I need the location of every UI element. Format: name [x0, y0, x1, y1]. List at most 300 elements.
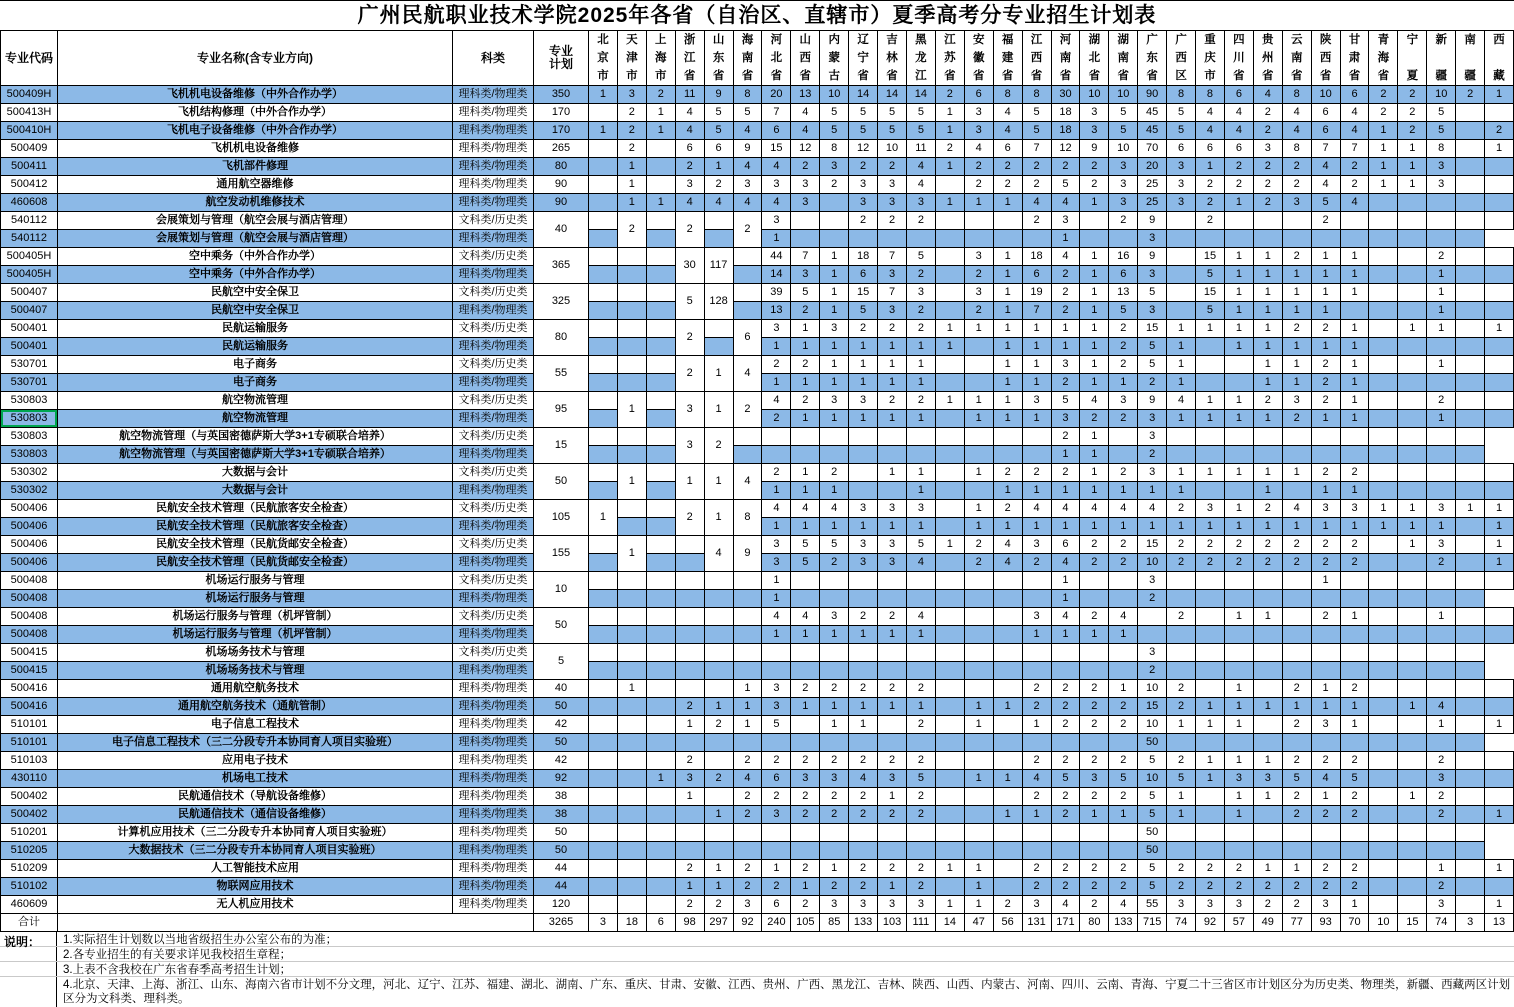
province-plan-cell[interactable]: 2 — [906, 752, 935, 770]
province-plan-cell[interactable]: 45 — [1138, 104, 1167, 122]
province-plan-cell[interactable] — [1022, 734, 1051, 752]
province-plan-cell[interactable] — [1398, 302, 1427, 320]
province-plan-cell[interactable] — [964, 680, 993, 698]
province-plan-cell[interactable]: 1 — [993, 194, 1022, 212]
province-plan-cell[interactable] — [617, 698, 646, 716]
province-plan-cell[interactable]: 2 — [791, 392, 820, 410]
province-plan-cell[interactable] — [1485, 608, 1514, 626]
province-plan-cell[interactable]: 2 — [762, 464, 791, 482]
province-plan-cell[interactable]: 2 — [1340, 806, 1369, 824]
major-code-cell[interactable]: 530302 — [1, 464, 58, 482]
province-plan-cell[interactable]: 2 — [1282, 554, 1311, 572]
major-code-cell[interactable]: 540112 — [1, 230, 58, 248]
province-plan-cell[interactable] — [1224, 356, 1253, 374]
province-plan-cell[interactable] — [646, 176, 675, 194]
major-code-cell[interactable]: 500416 — [1, 680, 58, 698]
province-plan-cell[interactable] — [1224, 482, 1253, 500]
province-plan-cell[interactable] — [1398, 554, 1427, 572]
province-plan-cell[interactable]: 1 — [1485, 554, 1514, 572]
major-code-cell[interactable]: 500408 — [1, 572, 58, 590]
province-plan-cell[interactable]: 1 — [935, 158, 964, 176]
province-plan-cell[interactable] — [820, 824, 849, 842]
header-province-安徽省[interactable] — [964, 31, 993, 86]
province-plan-cell[interactable] — [704, 788, 733, 806]
province-plan-cell[interactable] — [1485, 626, 1514, 644]
major-code-cell[interactable]: 530701 — [1, 356, 58, 374]
province-plan-cell[interactable] — [1369, 716, 1398, 734]
province-plan-cell[interactable]: 10 — [1138, 554, 1167, 572]
province-plan-cell[interactable] — [704, 644, 733, 662]
province-plan-cell[interactable]: 8 — [1282, 86, 1311, 104]
province-plan-cell[interactable]: 1 — [1340, 356, 1369, 374]
province-plan-cell[interactable] — [1456, 194, 1485, 212]
province-plan-cell[interactable] — [1398, 590, 1427, 608]
province-plan-cell[interactable]: 4 — [1196, 104, 1225, 122]
province-plan-cell[interactable] — [935, 410, 964, 428]
province-plan-cell[interactable]: 3 — [849, 896, 878, 914]
province-plan-cell[interactable] — [1253, 824, 1282, 842]
province-plan-cell[interactable]: 2 — [1051, 698, 1080, 716]
major-name-cell[interactable]: 航空物流管理 — [58, 392, 453, 410]
province-plan-cell[interactable] — [1485, 104, 1514, 122]
province-plan-cell[interactable] — [1398, 374, 1427, 392]
category-cell[interactable]: 理科类/物理类 — [453, 104, 534, 122]
province-plan-cell[interactable] — [935, 716, 964, 734]
province-plan-cell[interactable]: 2 — [849, 788, 878, 806]
province-plan-cell[interactable] — [1196, 806, 1225, 824]
province-plan-cell[interactable]: 1 — [1253, 320, 1282, 338]
province-plan-cell[interactable]: 2 — [1109, 536, 1138, 554]
plan-total-cell[interactable]: 10 — [534, 572, 589, 608]
province-plan-cell[interactable] — [617, 428, 646, 446]
province-plan-cell[interactable] — [964, 662, 993, 680]
province-plan-cell[interactable] — [646, 608, 675, 626]
province-plan-cell[interactable] — [1456, 266, 1485, 284]
province-plan-cell[interactable] — [733, 626, 762, 644]
header-province-青海省[interactable] — [1369, 31, 1398, 86]
category-cell[interactable]: 理科类/物理类 — [453, 662, 534, 680]
province-plan-cell[interactable] — [1456, 338, 1485, 356]
province-plan-cell[interactable] — [1369, 536, 1398, 554]
province-plan-cell[interactable] — [589, 176, 618, 194]
province-plan-cell[interactable]: 3 — [1427, 770, 1456, 788]
province-plan-cell[interactable] — [1080, 644, 1109, 662]
province-plan-cell[interactable]: 3 — [733, 176, 762, 194]
province-plan-cell[interactable] — [964, 230, 993, 248]
province-plan-cell[interactable] — [1485, 698, 1514, 716]
header-province-河南省[interactable] — [1051, 31, 1080, 86]
province-plan-cell[interactable] — [1253, 806, 1282, 824]
province-plan-cell[interactable] — [1456, 842, 1485, 860]
province-plan-cell[interactable] — [820, 734, 849, 752]
province-plan-cell[interactable]: 2 — [1427, 248, 1456, 266]
province-plan-cell[interactable] — [820, 842, 849, 860]
total-province-cell[interactable]: 297 — [704, 914, 733, 932]
province-plan-cell[interactable]: 8 — [993, 86, 1022, 104]
province-plan-cell[interactable]: 6 — [675, 140, 704, 158]
province-plan-cell[interactable]: 1 — [1253, 338, 1282, 356]
province-plan-cell[interactable]: 2 — [820, 788, 849, 806]
province-plan-cell[interactable]: 1 — [820, 302, 849, 320]
total-province-cell[interactable]: 85 — [820, 914, 849, 932]
province-plan-cell[interactable]: 2 — [1080, 860, 1109, 878]
province-plan-cell[interactable]: 1 — [849, 356, 878, 374]
category-cell[interactable]: 理科类/物理类 — [453, 194, 534, 212]
province-plan-cell[interactable]: 1 — [964, 518, 993, 536]
major-code-cell[interactable]: 530701 — [1, 374, 58, 392]
province-plan-cell[interactable] — [1398, 446, 1427, 464]
province-plan-cell[interactable]: 3 — [849, 554, 878, 572]
province-plan-cell[interactable]: 2 — [849, 752, 878, 770]
province-plan-cell[interactable] — [1456, 572, 1485, 590]
total-province-cell[interactable]: 57 — [1224, 914, 1253, 932]
province-plan-cell[interactable]: 13 — [791, 86, 820, 104]
province-plan-cell[interactable]: 6 — [733, 320, 762, 356]
province-plan-cell[interactable] — [820, 446, 849, 464]
province-plan-cell[interactable]: 1 — [704, 356, 733, 392]
province-plan-cell[interactable]: 1 — [1427, 284, 1456, 302]
province-plan-cell[interactable] — [1253, 842, 1282, 860]
province-plan-cell[interactable] — [1427, 644, 1456, 662]
province-plan-cell[interactable]: 4 — [1196, 122, 1225, 140]
province-plan-cell[interactable]: 3 — [1138, 410, 1167, 428]
province-plan-cell[interactable]: 20 — [1138, 158, 1167, 176]
plan-total-cell[interactable]: 90 — [534, 194, 589, 212]
province-plan-cell[interactable]: 1 — [820, 284, 849, 302]
province-plan-cell[interactable]: 1 — [1109, 518, 1138, 536]
province-plan-cell[interactable]: 18 — [849, 248, 878, 266]
province-plan-cell[interactable]: 3 — [791, 266, 820, 284]
province-plan-cell[interactable] — [1369, 212, 1398, 230]
province-plan-cell[interactable]: 2 — [1282, 248, 1311, 266]
province-plan-cell[interactable]: 2 — [849, 212, 878, 230]
header-province-广东省[interactable] — [1138, 31, 1167, 86]
province-plan-cell[interactable]: 2 — [1485, 122, 1514, 140]
category-cell[interactable]: 文科类/历史类 — [453, 500, 534, 518]
province-plan-cell[interactable]: 5 — [1109, 122, 1138, 140]
province-plan-cell[interactable] — [1051, 842, 1080, 860]
province-plan-cell[interactable]: 2 — [1253, 878, 1282, 896]
province-plan-cell[interactable] — [1196, 338, 1225, 356]
province-plan-cell[interactable] — [964, 374, 993, 392]
province-plan-cell[interactable] — [906, 842, 935, 860]
province-plan-cell[interactable] — [1167, 284, 1196, 302]
province-plan-cell[interactable]: 1 — [1485, 500, 1514, 518]
province-plan-cell[interactable]: 1 — [1485, 806, 1514, 824]
province-plan-cell[interactable]: 7 — [762, 104, 791, 122]
province-plan-cell[interactable]: 2 — [1340, 788, 1369, 806]
province-plan-cell[interactable] — [1196, 626, 1225, 644]
province-plan-cell[interactable]: 4 — [733, 464, 762, 500]
province-plan-cell[interactable] — [646, 554, 675, 572]
province-plan-cell[interactable]: 2 — [791, 806, 820, 824]
major-name-cell[interactable]: 民航空中安全保卫 — [58, 284, 453, 302]
province-plan-cell[interactable] — [733, 590, 762, 608]
total-province-cell[interactable]: 49 — [1253, 914, 1282, 932]
header-province-广西区[interactable] — [1167, 31, 1196, 86]
province-plan-cell[interactable]: 3 — [762, 806, 791, 824]
province-plan-cell[interactable] — [935, 698, 964, 716]
province-plan-cell[interactable]: 8 — [1196, 86, 1225, 104]
header-province-黑龙江[interactable] — [906, 31, 935, 86]
province-plan-cell[interactable] — [1109, 662, 1138, 680]
major-code-cell[interactable]: 500412 — [1, 176, 58, 194]
province-plan-cell[interactable] — [1282, 662, 1311, 680]
province-plan-cell[interactable] — [589, 140, 618, 158]
province-plan-cell[interactable]: 3 — [878, 176, 907, 194]
province-plan-cell[interactable]: 1 — [733, 716, 762, 734]
province-plan-cell[interactable]: 1 — [617, 536, 646, 572]
province-plan-cell[interactable] — [1398, 338, 1427, 356]
province-plan-cell[interactable] — [646, 374, 675, 392]
province-plan-cell[interactable] — [791, 824, 820, 842]
province-plan-cell[interactable] — [1369, 590, 1398, 608]
province-plan-cell[interactable]: 2 — [1398, 86, 1427, 104]
province-plan-cell[interactable] — [1398, 806, 1427, 824]
province-plan-cell[interactable]: 1 — [1051, 338, 1080, 356]
province-plan-cell[interactable]: 2 — [1022, 788, 1051, 806]
province-plan-cell[interactable]: 4 — [733, 158, 762, 176]
province-plan-cell[interactable]: 2 — [878, 608, 907, 626]
province-plan-cell[interactable]: 2 — [878, 806, 907, 824]
province-plan-cell[interactable]: 1 — [1282, 518, 1311, 536]
province-plan-cell[interactable] — [964, 428, 993, 446]
province-plan-cell[interactable]: 4 — [762, 392, 791, 410]
province-plan-cell[interactable] — [1196, 608, 1225, 626]
province-plan-cell[interactable]: 1 — [1167, 788, 1196, 806]
province-plan-cell[interactable]: 1 — [1224, 518, 1253, 536]
province-plan-cell[interactable]: 1 — [993, 266, 1022, 284]
province-plan-cell[interactable]: 1 — [993, 320, 1022, 338]
province-plan-cell[interactable]: 2 — [762, 410, 791, 428]
province-plan-cell[interactable]: 1 — [1167, 356, 1196, 374]
category-cell[interactable]: 文科类/历史类 — [453, 608, 534, 626]
province-plan-cell[interactable] — [617, 572, 646, 590]
province-plan-cell[interactable]: 3 — [1167, 176, 1196, 194]
province-plan-cell[interactable] — [1196, 824, 1225, 842]
province-plan-cell[interactable]: 5 — [849, 122, 878, 140]
province-plan-cell[interactable] — [1167, 662, 1196, 680]
major-code-cell[interactable]: 500406 — [1, 536, 58, 554]
province-plan-cell[interactable]: 1 — [1253, 284, 1282, 302]
province-plan-cell[interactable]: 2 — [820, 176, 849, 194]
plan-total-cell[interactable]: 44 — [534, 860, 589, 878]
province-plan-cell[interactable]: 2 — [878, 752, 907, 770]
province-plan-cell[interactable]: 1 — [1022, 356, 1051, 374]
province-plan-cell[interactable]: 2 — [964, 176, 993, 194]
province-plan-cell[interactable] — [849, 230, 878, 248]
province-plan-cell[interactable]: 2 — [1311, 752, 1340, 770]
province-plan-cell[interactable]: 2 — [820, 554, 849, 572]
province-plan-cell[interactable]: 2 — [906, 860, 935, 878]
province-plan-cell[interactable]: 1 — [1311, 302, 1340, 320]
province-plan-cell[interactable]: 8 — [1427, 140, 1456, 158]
province-plan-cell[interactable]: 1 — [820, 266, 849, 284]
province-plan-cell[interactable]: 1 — [1109, 806, 1138, 824]
category-cell[interactable]: 理科类/物理类 — [453, 590, 534, 608]
province-plan-cell[interactable]: 4 — [906, 608, 935, 626]
province-plan-cell[interactable]: 1 — [964, 770, 993, 788]
province-plan-cell[interactable]: 4 — [1022, 500, 1051, 518]
province-plan-cell[interactable] — [1398, 428, 1427, 446]
province-plan-cell[interactable]: 10 — [1311, 86, 1340, 104]
province-plan-cell[interactable] — [1022, 842, 1051, 860]
province-plan-cell[interactable]: 10 — [1138, 770, 1167, 788]
province-plan-cell[interactable]: 5 — [906, 536, 935, 554]
province-plan-cell[interactable] — [935, 266, 964, 284]
province-plan-cell[interactable]: 1 — [1196, 770, 1225, 788]
province-plan-cell[interactable]: 1 — [1340, 716, 1369, 734]
province-plan-cell[interactable]: 1 — [993, 338, 1022, 356]
major-code-cell[interactable]: 500407 — [1, 302, 58, 320]
province-plan-cell[interactable] — [589, 356, 618, 374]
province-plan-cell[interactable]: 3 — [1080, 122, 1109, 140]
province-plan-cell[interactable]: 3 — [878, 500, 907, 518]
header-province-江西省[interactable] — [1022, 31, 1051, 86]
province-plan-cell[interactable]: 7 — [878, 248, 907, 266]
province-plan-cell[interactable]: 1 — [791, 518, 820, 536]
province-plan-cell[interactable] — [906, 230, 935, 248]
province-plan-cell[interactable]: 2 — [704, 716, 733, 734]
province-plan-cell[interactable]: 1 — [964, 410, 993, 428]
province-plan-cell[interactable]: 2 — [906, 266, 935, 284]
province-plan-cell[interactable] — [1456, 590, 1485, 608]
province-plan-cell[interactable] — [1427, 572, 1456, 590]
province-plan-cell[interactable]: 4 — [1340, 104, 1369, 122]
province-plan-cell[interactable]: 5 — [733, 104, 762, 122]
province-plan-cell[interactable]: 1 — [1224, 500, 1253, 518]
major-name-cell[interactable]: 大数据技术（三二分段专升本协同育人项目实验班） — [58, 842, 453, 860]
province-plan-cell[interactable] — [646, 410, 675, 428]
province-plan-cell[interactable]: 2 — [1340, 752, 1369, 770]
province-plan-cell[interactable]: 2 — [1051, 878, 1080, 896]
province-plan-cell[interactable] — [1485, 158, 1514, 176]
province-plan-cell[interactable]: 3 — [1340, 500, 1369, 518]
header-province-宁夏[interactable] — [1398, 31, 1427, 86]
province-plan-cell[interactable]: 90 — [1138, 86, 1167, 104]
category-cell[interactable]: 文科类/历史类 — [453, 392, 534, 410]
province-plan-cell[interactable] — [1398, 626, 1427, 644]
province-plan-cell[interactable]: 3 — [820, 392, 849, 410]
province-plan-cell[interactable]: 11 — [906, 140, 935, 158]
province-plan-cell[interactable]: 4 — [906, 176, 935, 194]
province-plan-cell[interactable]: 2 — [1138, 446, 1167, 464]
province-plan-cell[interactable]: 3 — [1051, 212, 1080, 230]
province-plan-cell[interactable]: 117 — [704, 248, 733, 284]
province-plan-cell[interactable]: 2 — [1051, 860, 1080, 878]
province-plan-cell[interactable] — [1080, 230, 1109, 248]
province-plan-cell[interactable]: 1 — [1224, 788, 1253, 806]
province-plan-cell[interactable]: 1 — [1340, 374, 1369, 392]
province-plan-cell[interactable]: 3 — [1109, 158, 1138, 176]
province-plan-cell[interactable]: 1 — [791, 464, 820, 482]
province-plan-cell[interactable] — [589, 104, 618, 122]
province-plan-cell[interactable]: 2 — [1109, 356, 1138, 374]
header-major-code[interactable]: 专业代码 — [1, 31, 58, 86]
province-plan-cell[interactable] — [1456, 176, 1485, 194]
province-plan-cell[interactable]: 1 — [820, 482, 849, 500]
province-plan-cell[interactable]: 1 — [820, 338, 849, 356]
province-plan-cell[interactable]: 2 — [1311, 608, 1340, 626]
province-plan-cell[interactable]: 3 — [906, 896, 935, 914]
province-plan-cell[interactable]: 1 — [1398, 140, 1427, 158]
province-plan-cell[interactable]: 3 — [820, 158, 849, 176]
province-plan-cell[interactable] — [1196, 842, 1225, 860]
province-plan-cell[interactable] — [1456, 140, 1485, 158]
province-plan-cell[interactable]: 1 — [1051, 230, 1080, 248]
major-name-cell[interactable]: 机场场务技术与管理 — [58, 662, 453, 680]
province-plan-cell[interactable] — [935, 446, 964, 464]
province-plan-cell[interactable]: 1 — [1311, 338, 1340, 356]
province-plan-cell[interactable]: 1 — [820, 716, 849, 734]
major-code-cell[interactable]: 540112 — [1, 212, 58, 230]
province-plan-cell[interactable]: 3 — [1311, 896, 1340, 914]
province-plan-cell[interactable] — [1456, 608, 1485, 626]
province-plan-cell[interactable] — [1196, 428, 1225, 446]
province-plan-cell[interactable] — [1398, 572, 1427, 590]
header-province-湖北省[interactable] — [1080, 31, 1109, 86]
province-plan-cell[interactable]: 1 — [1224, 194, 1253, 212]
total-province-cell[interactable]: 15 — [1398, 914, 1427, 932]
major-code-cell[interactable]: 510201 — [1, 824, 58, 842]
province-plan-cell[interactable] — [1311, 734, 1340, 752]
province-plan-cell[interactable]: 1 — [1485, 896, 1514, 914]
province-plan-cell[interactable]: 3 — [1022, 896, 1051, 914]
province-plan-cell[interactable]: 2 — [1253, 104, 1282, 122]
province-plan-cell[interactable]: 1 — [993, 698, 1022, 716]
province-plan-cell[interactable] — [1369, 806, 1398, 824]
major-code-cell[interactable]: 500408 — [1, 590, 58, 608]
province-plan-cell[interactable]: 2 — [906, 680, 935, 698]
province-plan-cell[interactable] — [762, 842, 791, 860]
province-plan-cell[interactable]: 1 — [820, 518, 849, 536]
province-plan-cell[interactable] — [1253, 572, 1282, 590]
province-plan-cell[interactable]: 2 — [878, 320, 907, 338]
province-plan-cell[interactable]: 1 — [1485, 140, 1514, 158]
province-plan-cell[interactable]: 14 — [762, 266, 791, 284]
province-plan-cell[interactable] — [1022, 644, 1051, 662]
province-plan-cell[interactable]: 2 — [964, 302, 993, 320]
province-plan-cell[interactable]: 3 — [820, 320, 849, 338]
province-plan-cell[interactable] — [993, 428, 1022, 446]
province-plan-cell[interactable]: 44 — [762, 248, 791, 266]
province-plan-cell[interactable]: 2 — [1282, 878, 1311, 896]
province-plan-cell[interactable]: 1 — [1022, 518, 1051, 536]
province-plan-cell[interactable]: 3 — [964, 248, 993, 266]
province-plan-cell[interactable]: 1 — [1340, 338, 1369, 356]
province-plan-cell[interactable]: 5 — [1138, 284, 1167, 302]
province-plan-cell[interactable]: 1 — [1224, 410, 1253, 428]
province-plan-cell[interactable]: 4 — [849, 770, 878, 788]
province-plan-cell[interactable]: 2 — [791, 680, 820, 698]
province-plan-cell[interactable]: 1 — [1224, 338, 1253, 356]
province-plan-cell[interactable] — [675, 572, 704, 590]
major-name-cell[interactable]: 民航安全技术管理（民航旅客安全检查） — [58, 518, 453, 536]
province-plan-cell[interactable] — [1196, 590, 1225, 608]
province-plan-cell[interactable]: 1 — [878, 626, 907, 644]
province-plan-cell[interactable] — [1340, 644, 1369, 662]
province-plan-cell[interactable]: 3 — [733, 896, 762, 914]
province-plan-cell[interactable] — [1109, 734, 1138, 752]
province-plan-cell[interactable]: 4 — [704, 536, 733, 572]
province-plan-cell[interactable] — [1369, 842, 1398, 860]
province-plan-cell[interactable]: 9 — [733, 140, 762, 158]
province-plan-cell[interactable]: 1 — [1253, 410, 1282, 428]
header-province-重庆市[interactable] — [1196, 31, 1225, 86]
province-plan-cell[interactable] — [1427, 842, 1456, 860]
province-plan-cell[interactable]: 1 — [1427, 716, 1456, 734]
province-plan-cell[interactable] — [964, 752, 993, 770]
